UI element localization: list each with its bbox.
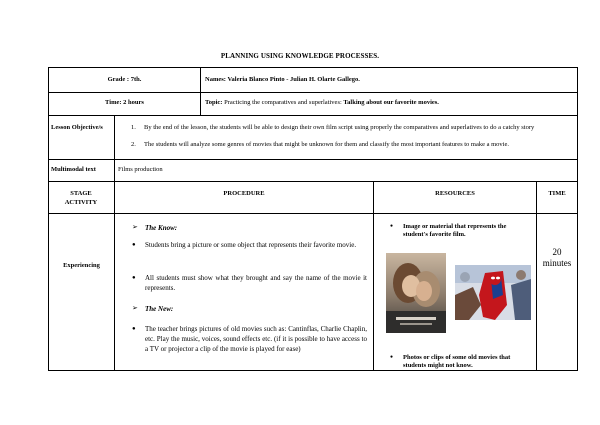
objective-1-text: By the end of the lesson, the students will be able to design their own film script using properly the comparatives and superlatives to do a catchy story — [144, 124, 535, 131]
bullet-icon: ● — [132, 242, 136, 248]
table-border-top — [48, 67, 578, 68]
row-divider-columns — [48, 213, 578, 214]
resource-item-1: Image or material that represents the student's favorite film. — [403, 223, 507, 238]
stage-experiencing: Experiencing — [63, 262, 100, 269]
new-heading: The New: — [145, 305, 174, 313]
arrow-icon: ➢ — [132, 304, 138, 312]
new-item-1: The teacher brings pictures of old movies such as: Cantinflas, Charlie Chaplin, etc. Play the music, voices, sound effects etc. (if it is possible to have access to a TV or projector a clip of the movie is played for ease) — [145, 325, 367, 353]
arrow-icon: ➢ — [132, 223, 138, 231]
table-border-left — [48, 67, 49, 371]
col-divider-stage — [114, 115, 115, 370]
col-divider-procedure — [373, 181, 374, 370]
bullet-icon: ● — [390, 355, 394, 360]
col-header-time: TIME — [548, 190, 566, 197]
names-cell: Names: Valeria Blanco Pinto - Julian H. Olarte Gallego. — [205, 76, 360, 83]
col-divider-header — [200, 67, 201, 115]
col-header-stage: STAGE ACTIVITY — [64, 190, 98, 206]
document-title: PLANNING USING KNOWLEDGE PROCESSES. — [220, 52, 380, 60]
topic-text: Practicing the comparatives and superlatives: — [224, 99, 342, 106]
objective-2-num: 2. — [131, 141, 136, 148]
objectives-label: Lesson Objective/s — [51, 124, 103, 131]
bullet-icon: ● — [132, 275, 136, 281]
objective-1-num: 1. — [131, 124, 136, 131]
topic-prefix: Topic: — [205, 99, 223, 106]
bullet-icon: ● — [132, 326, 136, 332]
table-border-right — [577, 67, 578, 371]
bullet-icon: ● — [390, 224, 394, 229]
col-header-resources: RESOURCES — [435, 190, 475, 197]
favorite-film-poster-image — [386, 253, 446, 333]
know-item-2: All students must show what they brought and say the name of the movie it represents. — [145, 274, 367, 292]
row-divider-multimodal — [48, 181, 578, 182]
experiencing-time: 20 minutes — [542, 247, 572, 268]
row-divider-grade — [48, 92, 578, 93]
multimodal-label: Multimodal text — [51, 166, 96, 173]
resource-item-2: Photos or clips of some old movies that students might not know. — [403, 354, 511, 369]
time-cell: Time: 2 hours — [105, 99, 144, 106]
grade-cell: Grade : 7th. — [107, 76, 142, 83]
table-border-bottom — [48, 370, 578, 371]
know-item-1: Students bring a picture or some object that represents their favorite movie. — [145, 241, 357, 249]
row-divider-objectives — [48, 159, 578, 160]
topic-cell — [205, 99, 575, 108]
topic-bold: Talking about our favorite movies. — [343, 99, 439, 106]
col-divider-resources — [536, 181, 537, 370]
multimodal-value: Films production — [118, 166, 163, 173]
superhero-film-poster-image — [455, 265, 531, 320]
objective-2-text: The students will analyze some genres of movies that might be unknown for them and classify the most important features to make a movie. — [144, 141, 509, 148]
row-divider-time — [48, 115, 578, 116]
know-heading: The Know: — [145, 224, 178, 232]
col-header-procedure: PROCEDURE — [223, 190, 265, 197]
